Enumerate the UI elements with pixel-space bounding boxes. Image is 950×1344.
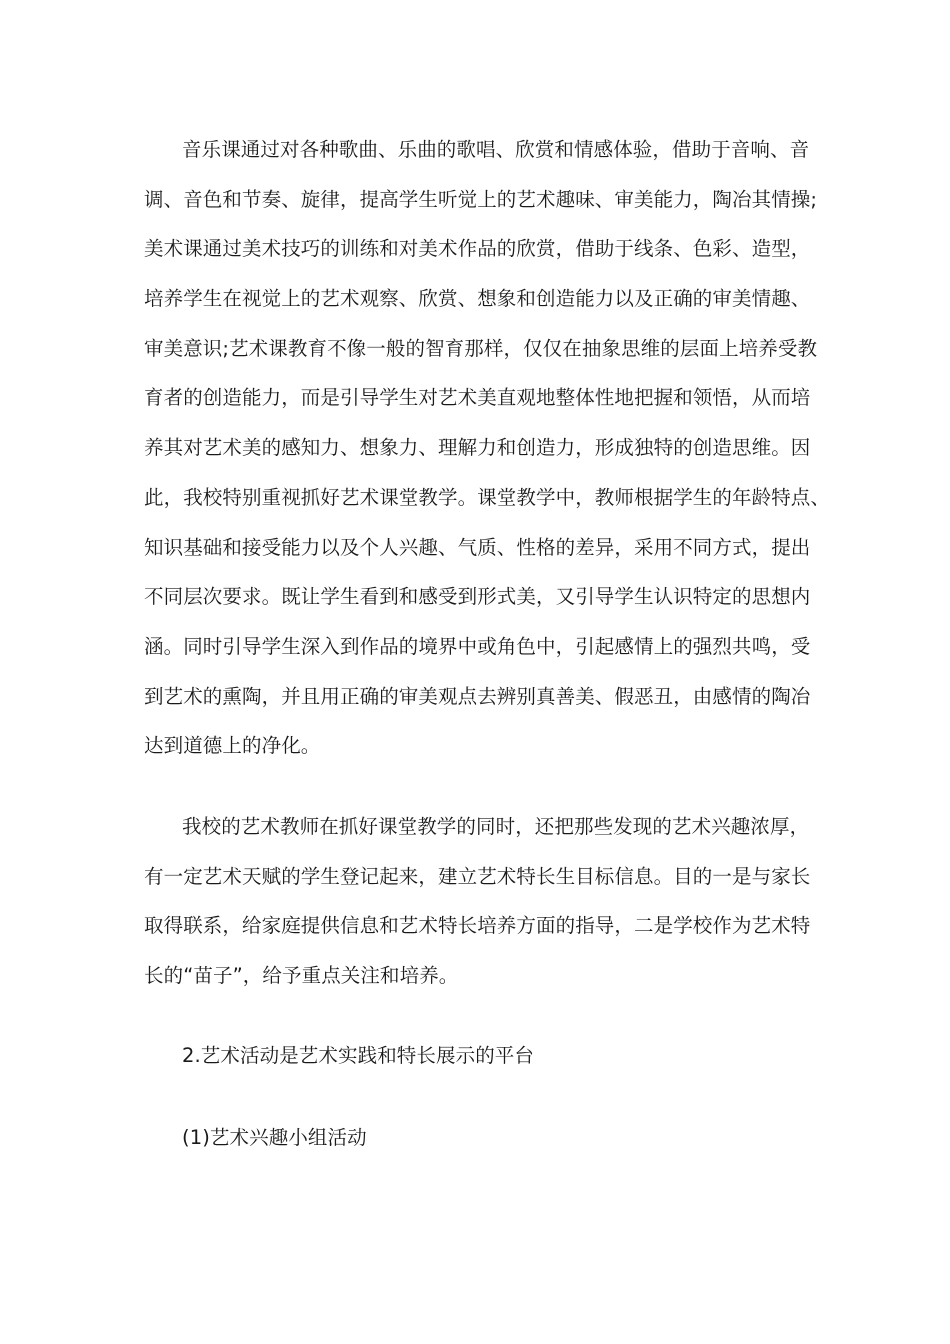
text-line: 调、音色和节奏、旋律，提高学生听觉上的艺术趣味、审美能力，陶冶其情操;: [144, 187, 818, 211]
text-line: 我校的艺术教师在抓好课堂教学的同时，还把那些发现的艺术兴趣浓厚，: [182, 815, 810, 838]
text-line: 审美意识;艺术课教育不像一般的智育那样，仅仅在抽象思维的层面上培养受教: [144, 336, 818, 360]
text-line: 此，我校特别重视抓好艺术课堂教学。课堂教学中，教师根据学生的年龄特点、: [144, 485, 831, 509]
text-line: 有一定艺术天赋的学生登记起来，建立艺术特长生目标信息。目的一是与家长: [144, 864, 811, 888]
text-line: 涵。同时引导学生深入到作品的境界中或角色中，引起感情上的强烈共鸣，受: [144, 634, 811, 658]
text-line: 音乐课通过对各种歌曲、乐曲的歌唱、欣赏和情感体验，借助于音响、音: [182, 138, 810, 161]
text-line: 育者的创造能力，而是引导学生对艺术美直观地整体性地把握和领悟，从而培: [144, 386, 811, 410]
subsection-heading: [144, 1113, 812, 1163]
text-line: 长的“苗子”，给予重点关注和培养。: [144, 964, 459, 988]
section-heading: [144, 1031, 812, 1081]
paragraph-arts-education: [144, 125, 831, 771]
text-line: 知识基础和接受能力以及个人兴趣、气质、性格的差异，采用不同方式，提出: [144, 535, 811, 559]
text-line: 培养学生在视觉上的艺术观察、欣赏、想象和创造能力以及正确的审美情趣、: [144, 287, 811, 311]
text-line: 美术课通过美术技巧的训练和对美术作品的欣赏，借助于线条、色彩、造型，: [144, 237, 811, 261]
paragraph-talent-registry: [144, 802, 812, 1001]
text-line: 取得联系，给家庭提供信息和艺术特长培养方面的指导，二是学校作为艺术特: [144, 914, 811, 938]
heading-text: 2.艺术活动是艺术实践和特长展示的平台: [182, 1044, 535, 1067]
text-line: 不同层次要求。既让学生看到和感受到形式美，又引导学生认识特定的思想内: [144, 585, 811, 609]
text-line: 养其对艺术美的感知力、想象力、理解力和创造力，形成独特的创造思维。因: [144, 436, 811, 460]
heading-text: (1)艺术兴趣小组活动: [182, 1126, 367, 1149]
text-line: 达到道德上的净化。: [144, 734, 321, 758]
text-line: 到艺术的熏陶，并且用正确的审美观点去辨别真善美、假恶丑，由感情的陶冶: [144, 684, 811, 708]
